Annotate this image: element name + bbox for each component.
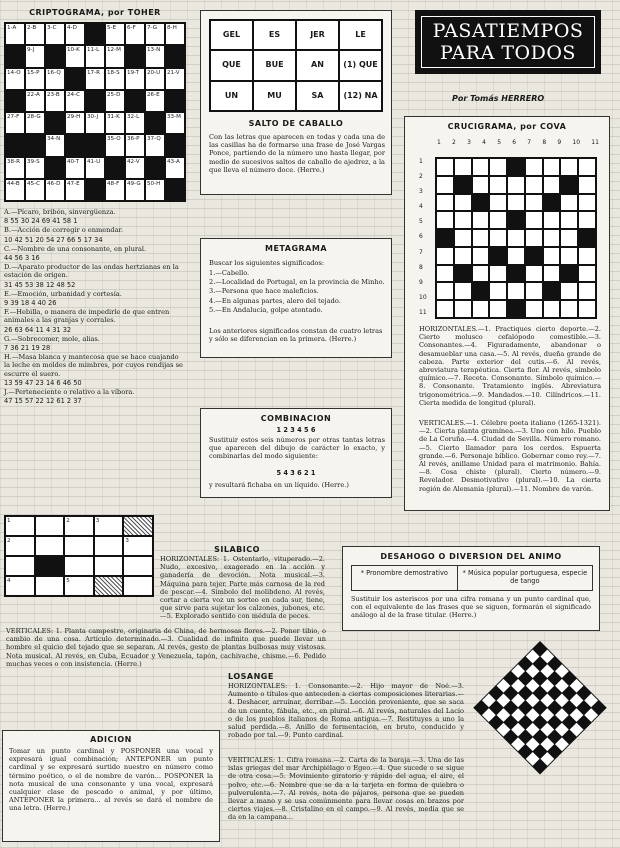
criptograma-cell — [85, 134, 105, 156]
criptograma-cell: 43-A — [165, 157, 185, 179]
crucigrama-row-number: 5 — [419, 218, 423, 226]
crucigrama-cell — [472, 282, 490, 300]
crucigrama-cell — [507, 247, 525, 265]
criptograma-clue-line: B.—Acción de corregir o enmendar. — [4, 226, 124, 235]
criptograma-clue-line: 10 42 51 20 54 27 66 5 17 34 — [4, 235, 103, 244]
losange-horizontales: HORIZONTALES: 1. Consonante.—2. Hijo mayor de Noé.—3. Aumento o títulos que anteceden a ciertas composiciones literarias.—4. Deshacer, arruinar, derribar.—5. Lección proveniente, que se saca de un cuento, fábula, etc., en plural.—6. Al revés, naturales del Lacio o de los pueblos italianos de Roma antigua.—7. Restituyes a uno la salud perdida.—8. Anillo de fermentación, en bruto, conducido y robado por tal.—9. Punto cardinal. — [228, 682, 464, 740]
silabico-cell — [35, 576, 65, 596]
desahogo-section — [342, 546, 600, 631]
crucigrama-cell — [560, 158, 578, 176]
criptograma-cell: 42-V — [125, 157, 145, 179]
criptograma-cell — [105, 157, 125, 179]
criptograma-cell: 26-E — [145, 90, 165, 112]
criptograma-cell — [5, 45, 25, 67]
criptograma-cell: 19-T — [125, 68, 145, 90]
crucigrama-cell — [472, 211, 490, 229]
criptograma-cell — [45, 45, 65, 67]
word-grid-cell: (12) NA — [339, 81, 382, 111]
crucigrama-cell — [489, 282, 507, 300]
crucigrama-col-number: 7 — [527, 139, 532, 146]
crucigrama-cell — [454, 300, 472, 318]
metagrama-clue: 2.—Localidad de Portugal, en la provincia de Minho. — [209, 278, 385, 287]
crucigrama-cell — [543, 176, 561, 194]
criptograma-grid — [4, 22, 186, 202]
crucigrama-row-number: 8 — [419, 263, 423, 271]
criptograma-cell: 18-S — [105, 68, 125, 90]
crucigrama-cell — [560, 194, 578, 212]
silabico-cell — [5, 556, 35, 576]
crucigrama-cell — [454, 194, 472, 212]
crucigrama-cell — [454, 158, 472, 176]
combinacion-numbers: 1 2 3 4 5 6 — [276, 426, 316, 434]
crucigrama-cell — [578, 176, 596, 194]
criptograma-cell: 41-U — [85, 157, 105, 179]
crucigrama-cell — [578, 194, 596, 212]
crucigrama-column-numbers — [437, 139, 599, 146]
crucigrama-cell — [543, 194, 561, 212]
silabico-cell: 5 — [64, 576, 94, 596]
criptograma-cell: 28-G — [25, 112, 45, 134]
crucigrama-cell — [489, 265, 507, 283]
crucigrama-cell — [507, 265, 525, 283]
crucigrama-cell — [578, 158, 596, 176]
combinacion-code: 5 4 3 6 2 1 — [276, 469, 316, 477]
crucigrama-row-number: 2 — [419, 173, 423, 181]
criptograma-clue-line: 8 55 30 24 69 41 58 1 — [4, 217, 78, 226]
criptograma-cell: 12-M — [105, 45, 125, 67]
criptograma-cell: 36-P — [125, 134, 145, 156]
crucigrama-cell — [560, 265, 578, 283]
combinacion-section — [200, 408, 392, 498]
crucigrama-cell — [507, 211, 525, 229]
salto-caballo-grid — [209, 19, 383, 112]
metagrama-section — [200, 238, 392, 358]
criptograma-cell: 4-D — [65, 23, 85, 45]
criptograma-cell: 3-C — [45, 23, 65, 45]
crucigrama-cell — [454, 247, 472, 265]
adicion-title: ADICION — [90, 735, 132, 744]
criptograma-cell: 15-P — [25, 68, 45, 90]
crucigrama-col-number: 4 — [482, 139, 486, 146]
word-grid-cell: SA — [296, 81, 339, 111]
criptograma-cell — [165, 179, 185, 201]
silabico-cell — [123, 516, 153, 536]
silabico-cell: 3 — [94, 516, 124, 536]
criptograma-clue-line: 9 39 18 4 40 26 — [4, 299, 57, 308]
desahogo-left: * Pronombre demostrativo — [352, 566, 458, 590]
combinacion-title: COMBINACION — [260, 414, 332, 423]
crucigrama-cell — [472, 300, 490, 318]
crucigrama-cell — [560, 247, 578, 265]
crucigrama-cell — [525, 176, 543, 194]
criptograma-section — [2, 6, 188, 496]
silabico-cell — [94, 576, 124, 596]
desahogo-title: DESAHOGO O DIVERSION DEL ANIMO — [380, 552, 562, 561]
salto-caballo-text: Con las letras que aparecen en todas y cada una de las casillas ha de formarse una frase de José Vargas Ponce, partiendo de la número uno hasta llegar, por medio de sucesivos saltos de caballo de ajedrez, a la que lleva el número doce. (Herre.) — [209, 133, 385, 174]
criptograma-cell — [85, 179, 105, 201]
crucigrama-cell — [525, 194, 543, 212]
crucigrama-row-number: 1 — [419, 158, 423, 165]
crucigrama-cell — [543, 282, 561, 300]
metagrama-clue: 4.—En algunas partes, alero del tejado. — [209, 296, 341, 305]
criptograma-title: CRIPTOGRAMA, por TOHER — [29, 8, 161, 17]
criptograma-clue-line: D.—Aparato productor de las ondas hertzianas en la estación de origen. — [4, 263, 179, 280]
silabico-cell — [35, 516, 65, 536]
crucigrama-cell — [454, 211, 472, 229]
criptograma-clue-line: 7 36 21 19 28 — [4, 344, 51, 353]
criptograma-cell: 2-B — [25, 23, 45, 45]
metagrama-intro: Buscar los siguientes significados: — [209, 259, 325, 267]
crucigrama-cell — [472, 194, 490, 212]
crucigrama-cell — [436, 176, 454, 194]
crucigrama-cell — [525, 300, 543, 318]
silabico-cell — [94, 536, 124, 556]
salto-caballo-section — [200, 10, 392, 195]
criptograma-cell — [125, 90, 145, 112]
silabico-cell: 4 — [5, 576, 35, 596]
crucigrama-cell — [525, 158, 543, 176]
criptograma-cell: 9-J — [25, 45, 45, 67]
criptograma-cell: 5-E — [105, 23, 125, 45]
crucigrama-col-number: 1 — [437, 139, 441, 146]
crucigrama-cell — [525, 265, 543, 283]
metagrama-outro: Los anteriores significados constan de cuatro letras y sólo se diferencian en la primera. (Herre.) — [209, 327, 383, 344]
criptograma-cell: 10-K — [65, 45, 85, 67]
crucigrama-cell — [472, 229, 490, 247]
criptograma-cell — [145, 112, 165, 134]
metagrama-clue: 3.—Persona que hace maleficios. — [209, 287, 319, 296]
word-grid-cell: GEL — [210, 20, 253, 50]
word-grid-cell: JER — [296, 20, 339, 50]
crucigrama-cell — [436, 194, 454, 212]
criptograma-clue-line: C.—Nombre de una consonante, en plural. — [4, 244, 147, 253]
silabico-cell — [123, 556, 153, 576]
criptograma-cell: 37-Q — [145, 134, 165, 156]
crucigrama-cell — [454, 176, 472, 194]
adicion-text: Tomar un punto cardinal y POSPONER una vocal y expresará igual combinación; ANTEPONER un punto cardinal y se expresará surtido nuestro en número como término poético, o el de nombre de varón... POSPONER la nota musical de una consonante y una vocal, expresará cualquier clase de pescado o animal, y por último, ANTEPONER la primera... al revés se dará el nombre de una letra. (Herre.) — [9, 747, 213, 813]
criptograma-clue-line: 31 45 53 38 12 48 52 — [4, 280, 76, 289]
crucigrama-cell — [525, 282, 543, 300]
criptograma-cell: 16-Q — [45, 68, 65, 90]
criptograma-cell: 17-R — [85, 68, 105, 90]
crucigrama-col-number: 11 — [591, 139, 599, 146]
combinacion-text: Sustituir estos seis números por otras tantas letras que aparecen del dibujo de carácter lo exacto, y combinarlas del modo siguiente: — [209, 436, 385, 461]
crucigrama-cell — [454, 229, 472, 247]
silabico-cell — [64, 536, 94, 556]
adicion-section — [2, 730, 220, 842]
metagrama-clue: 5.—En Andalucía, golpe atontado. — [209, 305, 323, 314]
criptograma-cell: 27-F — [5, 112, 25, 134]
crucigrama-row-number: 9 — [419, 278, 423, 286]
crucigrama-cell — [436, 282, 454, 300]
crucigrama-cell — [507, 229, 525, 247]
criptograma-cell: 46-D — [45, 179, 65, 201]
crucigrama-cell — [472, 158, 490, 176]
crucigrama-cell — [436, 300, 454, 318]
criptograma-cell: 6-F — [125, 23, 145, 45]
crucigrama-cell — [543, 247, 561, 265]
crucigrama-col-number: 5 — [497, 139, 502, 146]
metagrama-title: METAGRAMA — [264, 244, 328, 253]
crucigrama-cell — [472, 247, 490, 265]
crucigrama-cell — [543, 300, 561, 318]
criptograma-cell: 48-F — [105, 179, 125, 201]
silabico-cell — [35, 536, 65, 556]
crucigrama-cell — [507, 300, 525, 318]
crucigrama-row-numbers — [419, 158, 429, 316]
silabico-verticales: VERTICALES: 1. Planta campestre, originaria de China, de hermosas flores.—2. Poner tibio, o cambio de una cosa. Artículo determinado.—3. Cualidad de infinito que puede llevar un hombre el quicio del tejado que se separan. Al revés, gesto de plantas bulbosas muy vistosas. Nota musical. Al revés, en Cuba, Ecuador y Venezuela, tapón, cachivache, chisme.—6. Pedido muchas veces o con insistencia. (Herre.) — [6, 627, 326, 668]
criptograma-cell — [45, 112, 65, 134]
criptograma-cell — [165, 45, 185, 67]
crucigrama-cell — [489, 158, 507, 176]
crucigrama-cell — [507, 176, 525, 194]
criptograma-clue-line: 13 59 47 23 14 6 46 50 — [4, 378, 82, 387]
silabico-cell — [35, 556, 65, 576]
losange-title: LOSANGE — [228, 672, 274, 681]
criptograma-cell: 39-S — [25, 157, 45, 179]
criptograma-clues — [4, 208, 186, 406]
crucigrama-cell — [525, 247, 543, 265]
silabico-cell — [64, 556, 94, 576]
crucigrama-cell — [578, 211, 596, 229]
crucigrama-cell — [578, 282, 596, 300]
crucigrama-row-number: 4 — [419, 203, 423, 211]
crucigrama-cell — [436, 158, 454, 176]
criptograma-cell: 32-L — [125, 112, 145, 134]
criptograma-cell: 11-L — [85, 45, 105, 67]
crucigrama-cell — [489, 229, 507, 247]
crucigrama-row-number: 10 — [419, 293, 427, 301]
crucigrama-cell — [472, 176, 490, 194]
criptograma-cell: 13-N — [145, 45, 165, 67]
criptograma-cell: 34-N — [45, 134, 65, 156]
silabico-horizontales: HORIZONTALES: 1. Ostentarlo, vituperado.—2. Nudo, excesivo, exagerado en la acción y ganadería de devoción. Nota musical.—3. Máquina para tejer. Parte más carnosa de la red de pescar.—4. Símbolo del molibdeno. Al revés, cortar a cierta voz un sorteo en cada sur, tiene, que sirve para sujetar los calzones, jubones, etc.—5. Explorado sentido con médula de peces. — [160, 555, 325, 621]
criptograma-cell: 50-H — [145, 179, 165, 201]
criptograma-cell: 45-C — [25, 179, 45, 201]
criptograma-cell — [5, 134, 25, 156]
criptograma-clue-line: 44 56 3 16 — [4, 254, 40, 263]
criptograma-cell: 25-D — [105, 90, 125, 112]
criptograma-cell: 8-H — [165, 23, 185, 45]
criptograma-cell — [165, 134, 185, 156]
criptograma-clue-line: F.—Hebilla, o manera de impedirle de que entren animales a las granjas y corrales. — [4, 308, 170, 325]
criptograma-clue-line: G.—Sobrecomer, mole, alias. — [4, 334, 100, 343]
losange-diamond — [470, 638, 610, 778]
word-grid-cell: AN — [296, 50, 339, 80]
criptograma-cell: 1-A — [5, 23, 25, 45]
crucigrama-cell — [543, 211, 561, 229]
word-grid-cell: LE — [339, 20, 382, 50]
criptograma-cell: 14-O — [5, 68, 25, 90]
crucigrama-row-number: 6 — [419, 233, 423, 241]
crucigrama-cell — [454, 282, 472, 300]
desahogo-right: * Música popular portuguesa, especie de tango — [462, 569, 588, 586]
word-grid-cell: QUE — [210, 50, 253, 80]
crucigrama-cell — [578, 229, 596, 247]
criptograma-cell: 29-H — [65, 112, 85, 134]
criptograma-cell — [85, 23, 105, 45]
desahogo-text: Sustituir los asteriscos por una cifra romana y un punto cardinal que, con el equivalente de las frases que se siguen, formarán el significado análogo al de la frase titular. (Herre.) — [351, 595, 591, 620]
criptograma-cell — [85, 90, 105, 112]
crucigrama-cell — [560, 176, 578, 194]
crucigrama-cell — [525, 211, 543, 229]
criptograma-cell: 7-G — [145, 23, 165, 45]
crucigrama-cell — [436, 211, 454, 229]
crucigrama-cell — [525, 229, 543, 247]
losange-grid — [470, 638, 610, 778]
crucigrama-title: CRUCIGRAMA, por COVA — [447, 122, 567, 131]
crucigrama-cell — [507, 282, 525, 300]
crucigrama-row-number: 3 — [419, 188, 423, 196]
losange-verticales: VERTICALES: 1. Cifra romana.—2. Carta de la baraja.—3. Una de las islas griegas del mar Archipiélago o Egeo.—4. Que sucede o se sigue de otra cosa.—5. Movimiento giratorio y rápido del agua, el aire, el polvo, etc.—6. Nombre que se da a la tarjeta en forma de quiebra o pulverulenta.—7. Al revés, nota de pájaros, persona que se pueden llevar a mano y se usa comúnmente para llevar cosas en brazos por ciertos viajes.—8. Cristalino en el campo.—9. Al revés, media que se da en la campana... — [228, 756, 464, 822]
criptograma-cell: 33-M — [165, 112, 185, 134]
criptograma-cell: 47-E — [65, 179, 85, 201]
criptograma-cell — [5, 90, 25, 112]
criptograma-cell — [165, 90, 185, 112]
word-grid-cell: MU — [253, 81, 296, 111]
criptograma-cell: 40-T — [65, 157, 85, 179]
silabico-section — [2, 515, 327, 675]
crucigrama-cell — [560, 211, 578, 229]
metagrama-clues — [209, 269, 385, 315]
word-grid-cell: (1) QUE — [339, 50, 382, 80]
crucigrama-cell — [543, 158, 561, 176]
losange-section — [228, 672, 468, 842]
criptograma-cell — [45, 157, 65, 179]
crucigrama-cell — [578, 247, 596, 265]
crucigrama-cell — [489, 211, 507, 229]
criptograma-clue-line: A.—Pícaro, bribón, sinvergüenza. — [4, 208, 116, 216]
crucigrama-cell — [578, 265, 596, 283]
combinacion-outro: y resultará fichaba en un líquido. (Herre.) — [209, 481, 349, 489]
criptograma-clue-line: H.—Masa blanca y mantecosa que se hace cuajando la leche en moldes de mimbres, por cuyos rendijas se escurre el suero. — [4, 353, 183, 378]
salto-caballo-title: SALTO DE CABALLO — [248, 119, 344, 128]
crucigrama-cell — [436, 229, 454, 247]
criptograma-clue-line: 47 15 57 22 12 61 2 37 — [4, 397, 82, 406]
criptograma-cell — [65, 134, 85, 156]
crucigrama-col-number: 2 — [452, 139, 456, 146]
crucigrama-cell — [472, 265, 490, 283]
criptograma-clue-line: E.—Emoción, urbanidad y cortesía. — [4, 289, 122, 298]
criptograma-cell: 44-B — [5, 179, 25, 201]
metagrama-clue: 1.—Cabello. — [209, 269, 250, 277]
criptograma-clue-line: 26 63 64 11 4 31 32 — [4, 325, 72, 334]
criptograma-cell: 38-R — [5, 157, 25, 179]
header-logo — [415, 10, 601, 74]
crucigrama-cell — [436, 265, 454, 283]
criptograma-cell — [65, 68, 85, 90]
silabico-title: SILABICO — [214, 545, 260, 554]
header-author: Por Tomás HERRERO — [452, 94, 545, 103]
crucigrama-row-number: 11 — [419, 308, 427, 316]
crucigrama-col-number: 9 — [557, 139, 562, 146]
word-grid-cell: UN — [210, 81, 253, 111]
crucigrama-cell — [560, 300, 578, 318]
silabico-cell: 2 — [64, 516, 94, 536]
crucigrama-row-number: 7 — [419, 248, 423, 256]
crucigrama-cell — [507, 158, 525, 176]
criptograma-cell: 31-K — [105, 112, 125, 134]
crucigrama-cell — [436, 247, 454, 265]
criptograma-clue-line: J.—Perteneciente o relativo a la víbora. — [4, 388, 135, 397]
silabico-cell: 1 — [5, 516, 35, 536]
crucigrama-grid — [435, 157, 597, 319]
silabico-cell: 3 — [123, 536, 153, 556]
criptograma-cell: 21-V — [165, 68, 185, 90]
crucigrama-section — [404, 116, 610, 511]
crucigrama-cell — [543, 265, 561, 283]
crucigrama-cell — [489, 247, 507, 265]
crucigrama-cell — [560, 282, 578, 300]
crucigrama-col-number: 8 — [542, 139, 547, 146]
silabico-cell — [94, 556, 124, 576]
crucigrama-cell — [489, 176, 507, 194]
crucigrama-cell — [543, 229, 561, 247]
silabico-grid — [4, 515, 154, 597]
crucigrama-horizontales: HORIZONTALES.—1. Practiques cierto deporte.—2. Cierto molusco cefalópodo comestible.—3. Consonantes.—4. Figuradamente, abandonar o desamueblar una casa.—5. Al revés, dueña grande de cabeza. Parte exterior del cutis.—6. Al revés, abreviatura terapéutica. Cierta flor. Al revés, símbolo químico.—7. Receta. Consonante. Símbolo químico.—8. Consonante. Tratamiento inglés. Abreviatura trigonométrica.—9. Mandados.—10. Cilíndricos.—11. Cierta medida de longitud (plural). — [419, 325, 601, 407]
criptograma-cell: 23-B — [45, 90, 65, 112]
criptograma-cell — [25, 134, 45, 156]
criptograma-cell — [145, 157, 165, 179]
word-grid-cell: ES — [253, 20, 296, 50]
criptograma-cell: 22-A — [25, 90, 45, 112]
crucigrama-cell — [578, 300, 596, 318]
silabico-cell: 2 — [5, 536, 35, 556]
criptograma-cell — [125, 45, 145, 67]
crucigrama-col-number: 6 — [512, 139, 517, 146]
criptograma-cell: 20-U — [145, 68, 165, 90]
criptograma-cell: 24-C — [65, 90, 85, 112]
criptograma-cell: 35-O — [105, 134, 125, 156]
header-title-line1: PASATIEMPOS — [432, 20, 584, 42]
crucigrama-col-number: 10 — [572, 139, 581, 146]
word-grid-cell: BUE — [253, 50, 296, 80]
crucigrama-col-number: 3 — [467, 139, 471, 146]
crucigrama-verticales: VERTICALES.—1. Célebre poeta italiano (1265-1321).—2. Cierta planta gramínea.—3. Uno con hilo. Pueblo de La Coruña.—4. Ciudad de Sevilla. Número romano.—5. Cierto llamador para los cerdos. Espuerta grande.—6. Personaje bíblico. Gobernar como rey.—7. Al revés, anillame Unidad para el matrimonio. Bahía.—8. Cosa chiste (plural). Cierto número.—9. Revelador. Desmotivativo (plural).—10. La cierta región de Alemania (plural).—11. Nombre de varón. — [419, 419, 601, 493]
silabico-cell — [123, 576, 153, 596]
crucigrama-cell — [489, 300, 507, 318]
criptograma-cell: 30-J — [85, 112, 105, 134]
crucigrama-cell — [489, 194, 507, 212]
crucigrama-cell — [507, 194, 525, 212]
criptograma-cell: 49-G — [125, 179, 145, 201]
header-title-line2: PARA TODOS — [440, 42, 576, 64]
crucigrama-cell — [454, 265, 472, 283]
crucigrama-cell — [560, 229, 578, 247]
